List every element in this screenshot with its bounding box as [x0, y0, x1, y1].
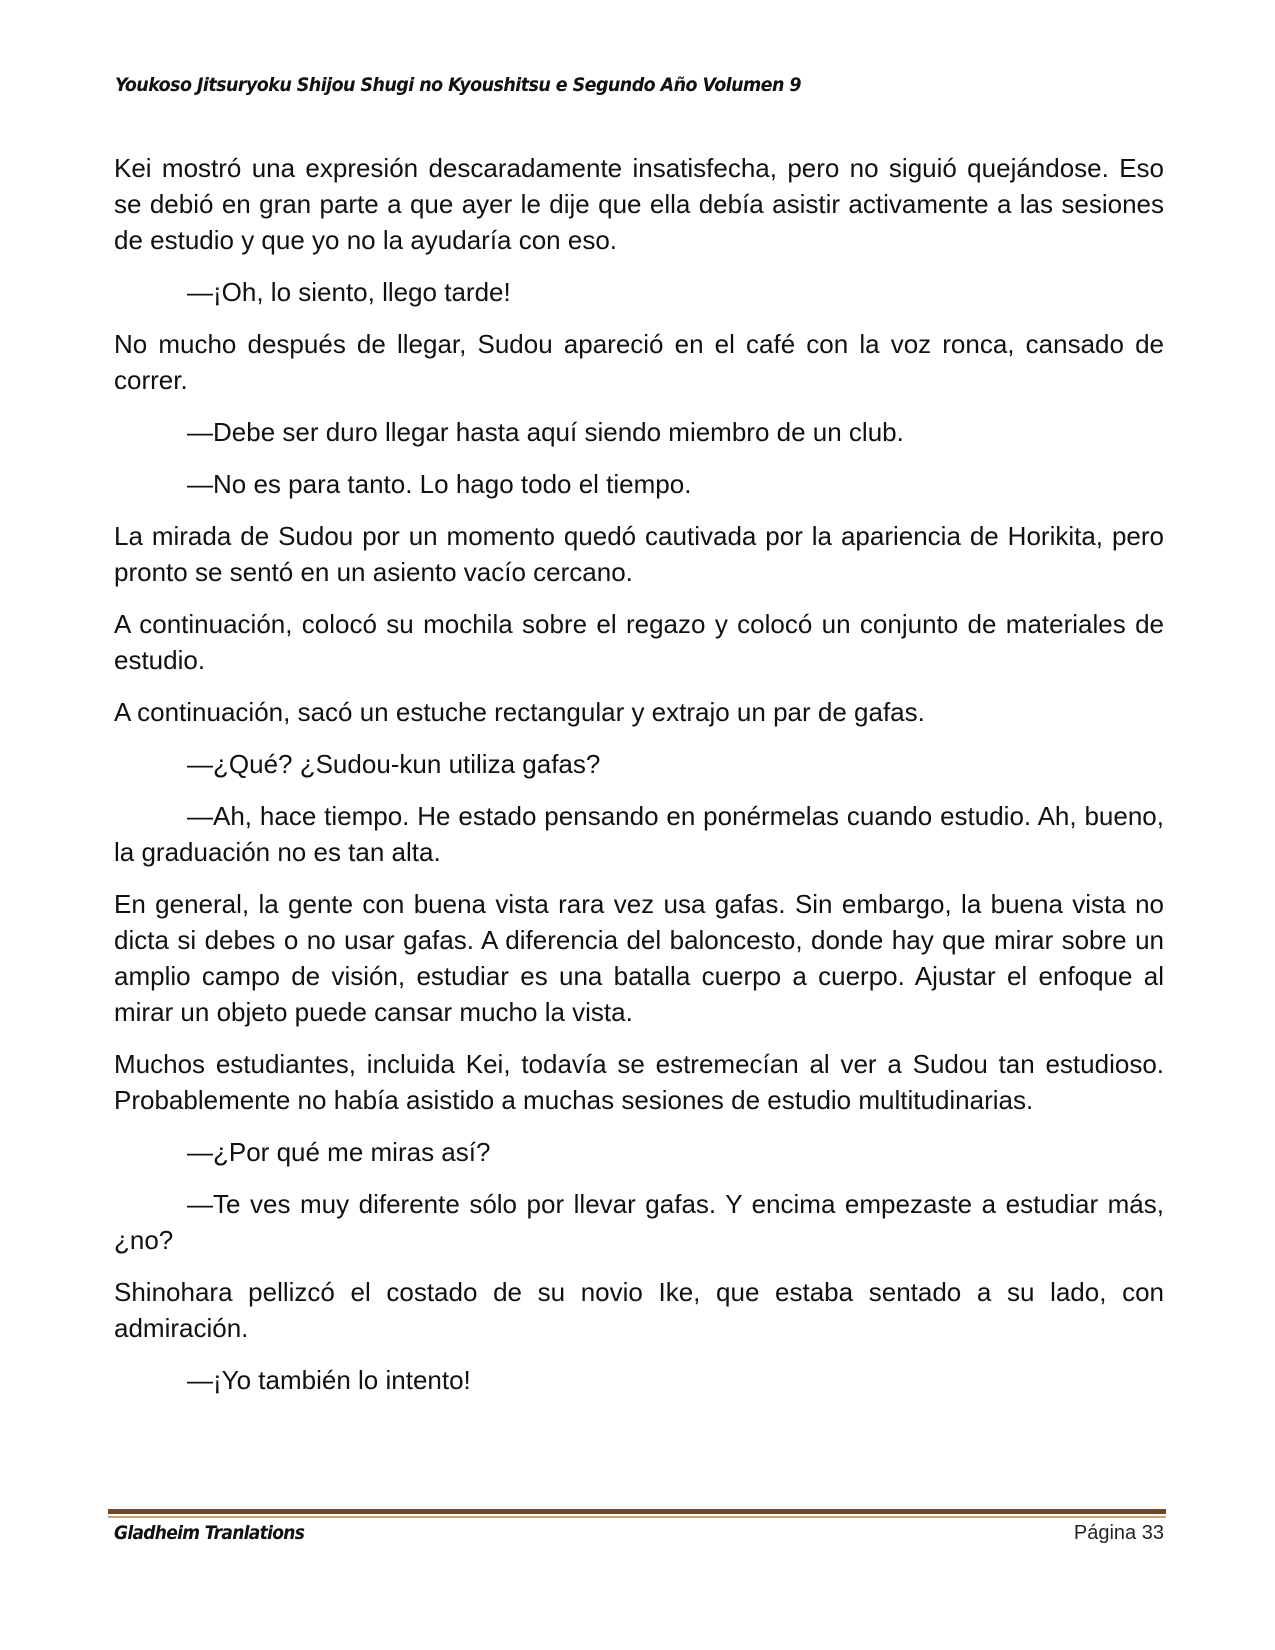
- body-text: [114, 150, 1164, 1414]
- footer-divider-thin: [108, 1516, 1166, 1518]
- page-label: Página: [1073, 1522, 1137, 1544]
- footer-translator-credit: Gladheim Tranlations: [114, 1522, 305, 1544]
- paragraph-dialogue: —¿Por qué me miras así?: [187, 1137, 491, 1167]
- paragraph-dialogue: —Te ves muy diferente sólo por llevar gafas. Y encima empezaste a estudiar más, ¿no?: [114, 1189, 1164, 1255]
- paragraph-narration: En general, la gente con buena vista rara vez usa gafas. Sin embargo, la buena vista no dicta si debes o no usar gafas. A diferencia del baloncesto, donde hay que mirar sobre un amplio campo de visión, estudiar es una batalla cuerpo a cuerpo. Ajustar el enfoque al mirar un objeto puede cansar mucho la vista.: [114, 889, 1164, 1027]
- paragraph-narration: No mucho después de llegar, Sudou apareció en el café con la voz ronca, cansado de correr.: [114, 329, 1164, 395]
- page-number-value: 33: [1141, 1522, 1164, 1544]
- paragraph-dialogue: —¡Oh, lo siento, llego tarde!: [187, 277, 511, 307]
- paragraph-narration: Kei mostró una expresión descaradamente insatisfecha, pero no siguió quejándose. Eso se debió en gran parte a que ayer le dije que ella debía asistir activamente a las sesiones de estudio y que yo no la ayudaría con eso.: [114, 153, 1164, 255]
- paragraph-dialogue: —¿Qué? ¿Sudou-kun utiliza gafas?: [187, 749, 601, 779]
- paragraph-narration: Shinohara pellizcó el costado de su novio Ike, que estaba sentado a su lado, con admiración.: [114, 1277, 1164, 1343]
- paragraph-narration: A continuación, sacó un estuche rectangular y extrajo un par de gafas.: [114, 697, 925, 727]
- paragraph-dialogue: —Debe ser duro llegar hasta aquí siendo miembro de un club.: [187, 417, 904, 447]
- paragraph-dialogue: —¡Yo también lo intento!: [187, 1365, 471, 1395]
- paragraph-dialogue: —Ah, hace tiempo. He estado pensando en ponérmelas cuando estudio. Ah, bueno, la graduación no es tan alta.: [114, 801, 1164, 867]
- footer-divider: [108, 1509, 1166, 1518]
- paragraph-narration: A continuación, colocó su mochila sobre el regazo y colocó un conjunto de materiales de estudio.: [114, 609, 1164, 675]
- paragraph-narration: La mirada de Sudou por un momento quedó cautivada por la apariencia de Horikita, pero pronto se sentó en un asiento vacío cercano.: [114, 521, 1164, 587]
- paragraph-dialogue: —No es para tanto. Lo hago todo el tiempo.: [187, 469, 692, 499]
- page-header-title: Youkoso Jitsuryoku Shijou Shugi no Kyoushitsu e Segundo Año Volumen 9: [115, 74, 802, 96]
- paragraph-narration: Muchos estudiantes, incluida Kei, todavía se estremecían al ver a Sudou tan estudioso. Probablemente no había asistido a muchas sesiones de estudio multitudinarias.: [114, 1049, 1164, 1115]
- footer-page-number: [1074, 1522, 1164, 1545]
